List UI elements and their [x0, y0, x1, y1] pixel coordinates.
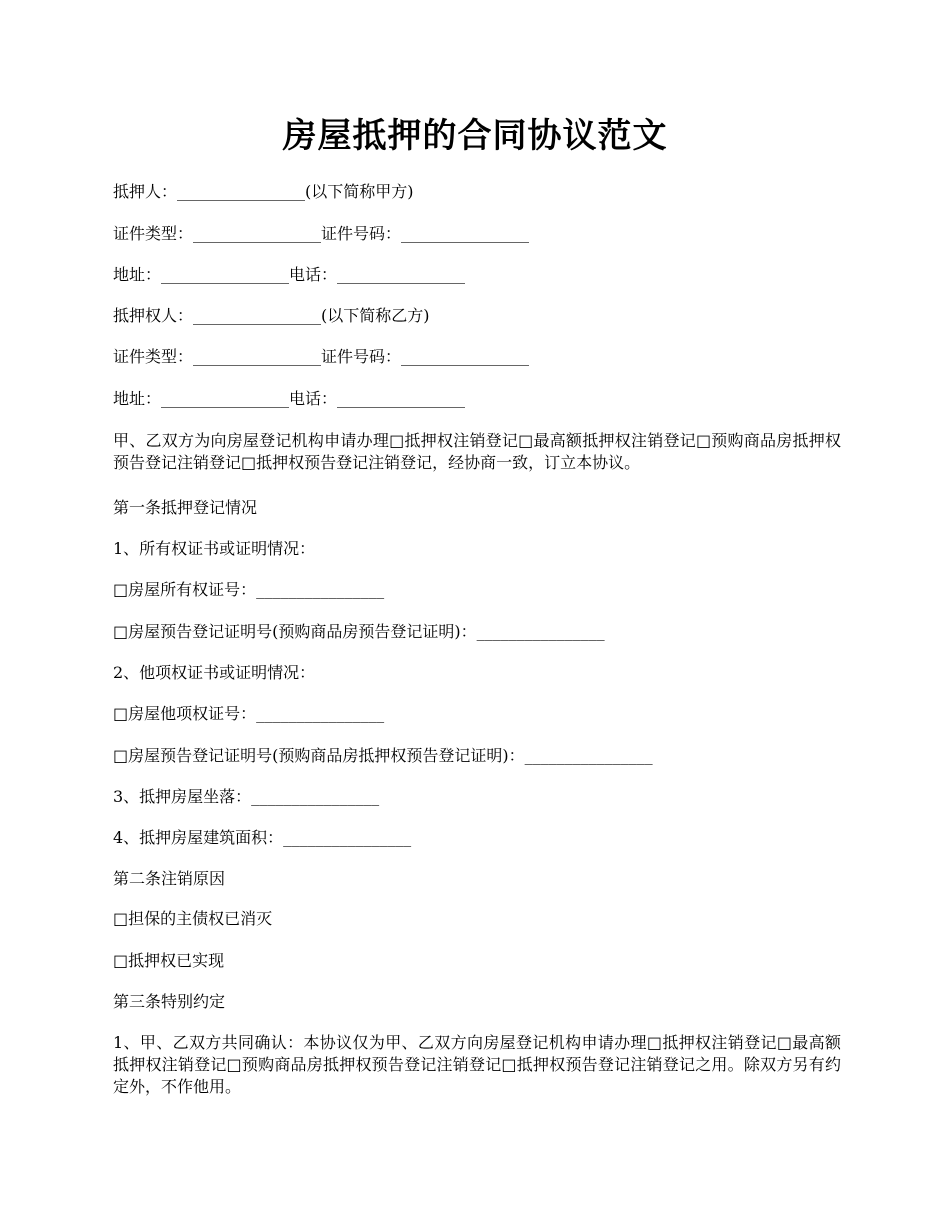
mortgagee-address-line: 地址：________________电话：________________ — [113, 389, 466, 408]
presale-mortgage-cert-line: □房屋预告登记证明号(预购商品房抵押权预告登记证明)：________________ — [113, 746, 653, 765]
other-right-cert-line: □房屋他项权证号：________________ — [113, 704, 385, 723]
document-title: 房屋抵押的合同协议范文 — [282, 116, 668, 156]
article-1-heading: 第一条抵押登记情况 — [113, 498, 258, 517]
mortgagor-address-line: 地址：________________电话：________________ — [113, 265, 466, 284]
other-right-heading: 2、他项权证书或证明情况： — [113, 663, 316, 682]
mortgagor-line: 抵押人：________________(以下简称甲方) — [113, 182, 414, 201]
article-3-heading: 第三条特别约定 — [113, 992, 226, 1011]
ownership-cert-line: □房屋所有权证号：________________ — [113, 580, 385, 599]
reason-debt-extinguished: □担保的主债权已消灭 — [113, 909, 273, 928]
property-area-line: 4、抵押房屋建筑面积：________________ — [113, 828, 412, 847]
reason-mortgage-realized: □抵押权已实现 — [113, 951, 225, 970]
mortgagor-id-line: 证件类型：________________证件号码：________________ — [113, 224, 530, 243]
mortgagee-line: 抵押权人：________________(以下简称乙方) — [113, 306, 430, 325]
ownership-cert-heading: 1、所有权证书或证明情况： — [113, 539, 316, 558]
presale-cert-line: □房屋预告登记证明号(预购商品房预告登记证明)：________________ — [113, 622, 605, 641]
article-2-heading: 第二条注销原因 — [113, 869, 226, 888]
mortgagee-id-line: 证件类型：________________证件号码：________________ — [113, 347, 530, 366]
property-location-line: 3、抵押房屋坐落：________________ — [113, 787, 380, 806]
closing-paragraph: 1、甲、乙双方共同确认：本协议仅为甲、乙双方向房屋登记机构申请办理□抵押权注销登记□最高额抵押权注销登记□预购商品房抵押权预告登记注销登记□抵押权预告登记注销登记之用。除双方另有约定外，不作他用。 — [113, 1033, 841, 1096]
intro-paragraph: 甲、乙双方为向房屋登记机构申请办理□抵押权注销登记□最高额抵押权注销登记□预购商品房抵押权预告登记注销登记□抵押权预告登记注销登记，经协商一致，订立本协议。 — [113, 431, 841, 472]
